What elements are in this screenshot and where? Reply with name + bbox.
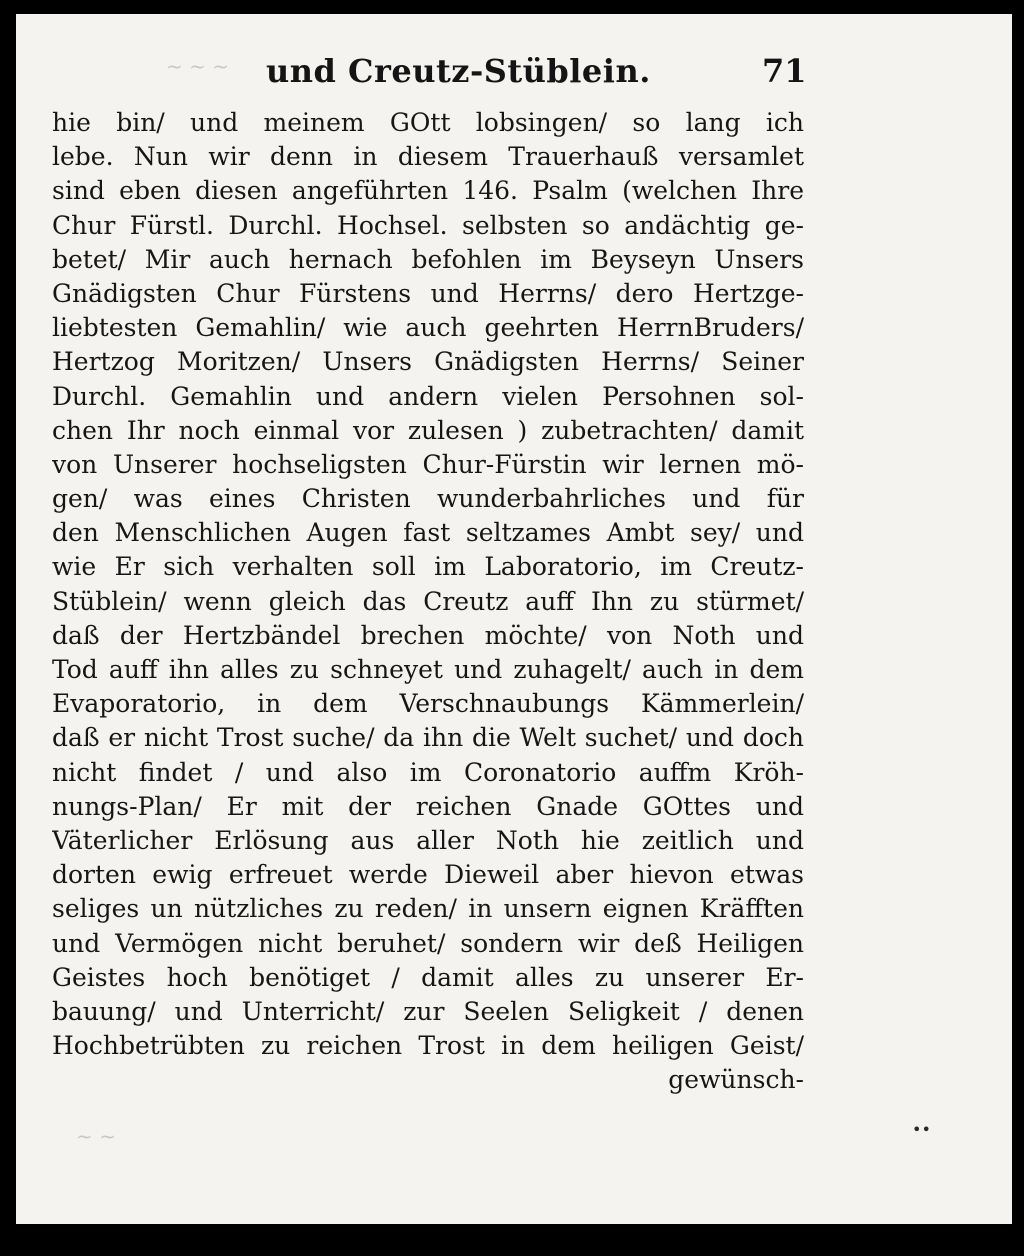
text-line: dorten ewig erfreuet werde Dieweil aber hievon etwas	[52, 860, 804, 890]
running-title: und Creutz-Stüblein.	[266, 52, 651, 90]
page-number: 71	[762, 52, 807, 90]
text-line: daß der Hertzbändel brechen möchte/ von Noth und	[52, 620, 804, 650]
text-line: gen/ was eines Christen wunderbahrliches und für	[52, 484, 804, 514]
text-line: lebe. Nun wir denn in diesem Trauerhauß versamlet	[52, 142, 804, 172]
text-line: Geistes hoch benötiget / damit alles zu unserer Er-	[52, 962, 804, 992]
text-line: nicht findet / und also im Coronatorio auffm Kröh-	[52, 757, 804, 787]
text-line: Stüblein/ wenn gleich das Creutz auff Ihn zu stürmet/	[52, 586, 804, 616]
text-line: bauung/ und Unterricht/ zur Seelen Seligkeit / denen	[52, 996, 804, 1026]
text-line: chen Ihr noch einmal vor zulesen ) zubetrachten/ damit	[52, 415, 804, 445]
bleed-through-text: ~ ~	[76, 1124, 116, 1148]
body-text	[52, 106, 804, 1097]
catchword: gewünsch-	[668, 1065, 804, 1095]
text-line: seliges un nützliches zu reden/ in unsern eignen Kräfften	[52, 894, 804, 924]
text-line: Evaporatorio, in dem Verschnaubungs Kämmerlein/	[52, 689, 804, 719]
book-page	[16, 14, 1012, 1224]
page-header	[16, 52, 1012, 102]
text-line: den Menschlichen Augen fast seltzames Ambt sey/ und	[52, 518, 804, 548]
text-line: betet/ Mir auch hernach befohlen im Beyseyn Unsers	[52, 244, 804, 274]
ink-speck-icon: ••	[912, 1120, 931, 1139]
text-line: liebtesten Gemahlin/ wie auch geehrten HerrnBruders/	[52, 313, 804, 343]
text-line: Gnädigsten Chur Fürstens und Herrns/ dero Hertzge-	[52, 278, 804, 308]
text-line: Väterlicher Erlösung aus aller Noth hie zeitlich und	[52, 825, 804, 855]
text-line: daß er nicht Trost suche/ da ihn die Welt suchet/ und doch	[52, 723, 804, 753]
text-line: wie Er sich verhalten soll im Laboratorio, im Creutz-	[52, 552, 804, 582]
text-line: und Vermögen nicht beruhet/ sondern wir deß Heiligen	[52, 928, 804, 958]
text-line: Hertzog Moritzen/ Unsers Gnädigsten Herrns/ Seiner	[52, 347, 804, 377]
text-line: Hochbetrübten zu reichen Trost in dem heiligen Geist/	[52, 1031, 804, 1061]
text-line: Tod auff ihn alles zu schneyet und zuhagelt/ auch in dem	[52, 655, 804, 684]
text-line: hie bin/ und meinem GOtt lobsingen/ so lang ich	[52, 108, 804, 137]
text-line: Chur Fürstl. Durchl. Hochsel. selbsten so andächtig ge-	[52, 210, 804, 240]
text-line: nungs-Plan/ Er mit der reichen Gnade GOttes und	[52, 791, 804, 821]
text-line: sind eben diesen angeführten 146. Psalm (welchen Ihre	[52, 176, 804, 206]
text-line: Durchl. Gemahlin und andern vielen Persohnen sol-	[52, 381, 804, 411]
bleed-through-text: ~ ~ ~	[166, 54, 229, 78]
text-line: von Unserer hochseligsten Chur-Fürstin wir lernen mö-	[52, 449, 804, 479]
